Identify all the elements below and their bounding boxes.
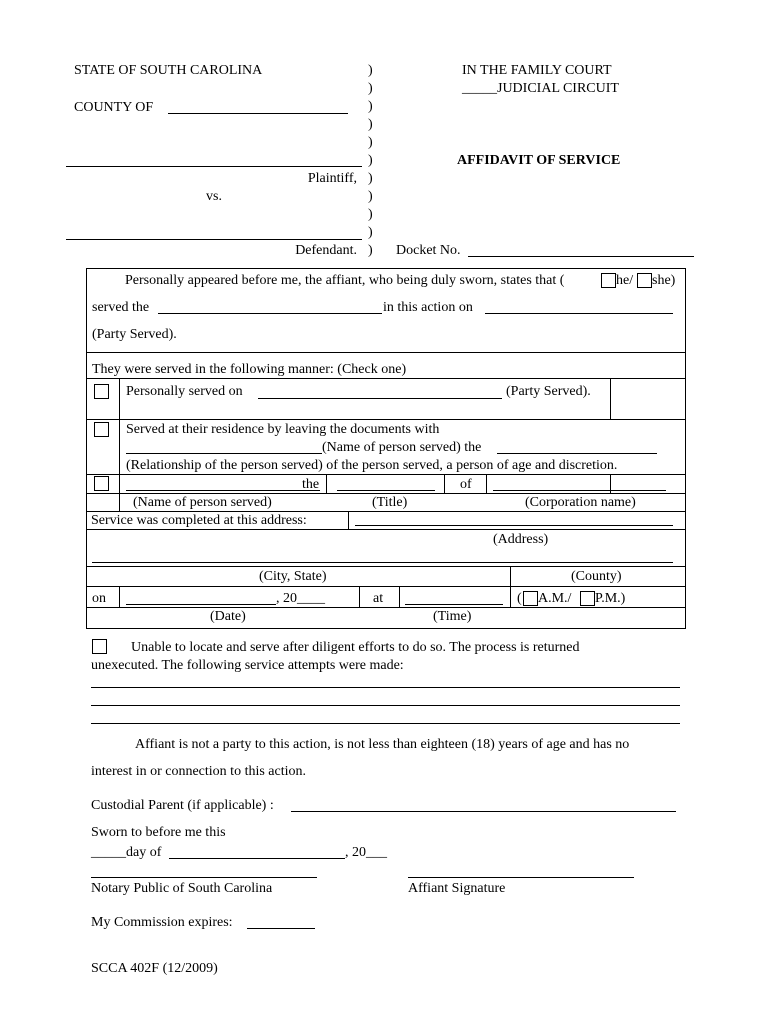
title-caption: (Title) xyxy=(372,495,408,510)
served-date-field[interactable] xyxy=(485,313,673,314)
am-checkbox[interactable] xyxy=(523,591,538,606)
name-caption: (Name of person served) xyxy=(133,495,272,510)
served-the-label: served the xyxy=(92,300,150,315)
commission-label: My Commission expires: xyxy=(91,915,233,930)
plaintiff-field[interactable] xyxy=(66,166,362,167)
corporation-checkbox[interactable] xyxy=(94,476,109,491)
in-action-label: in this action on xyxy=(383,300,473,315)
affiant-signature-label: Affiant Signature xyxy=(408,881,506,896)
am-label: A.M./ xyxy=(538,591,572,606)
residence-line-1: Served at their residence by leaving the documents with xyxy=(126,422,440,437)
county-label: COUNTY OF xyxy=(74,100,154,115)
she-label: she) xyxy=(652,273,676,288)
custodial-parent-field[interactable] xyxy=(291,811,676,812)
attempts-line-1[interactable] xyxy=(91,687,680,688)
address-caption: (Address) xyxy=(493,532,549,547)
residence-line-3: (Relationship of the person served) of the person served, a person of age and discretion. xyxy=(126,458,618,473)
attempts-line-3[interactable] xyxy=(91,723,680,724)
am-open-paren: ( xyxy=(517,591,522,606)
he-label: he/ xyxy=(616,273,634,288)
city-state-caption: (City, State) xyxy=(259,569,327,584)
service-time-field[interactable] xyxy=(405,604,503,605)
service-date-field[interactable] xyxy=(126,604,276,605)
of-label: of xyxy=(460,477,472,492)
docket-label: Docket No. xyxy=(396,243,461,258)
address-field-1[interactable] xyxy=(355,525,673,526)
docket-field[interactable] xyxy=(468,256,694,257)
commission-field[interactable] xyxy=(247,928,315,929)
defendant-field[interactable] xyxy=(66,239,362,240)
unable-line-1: Unable to locate and serve after diligent efforts to do so. The process is returned xyxy=(131,640,580,655)
form-number: SCCA 402F (12/2009) xyxy=(91,961,218,976)
party-served-caption: (Party Served). xyxy=(92,327,177,342)
statement-line-2: interest in or connection to this action. xyxy=(91,764,307,779)
personally-served-label: Personally served on xyxy=(126,384,243,399)
time-caption: (Time) xyxy=(433,609,472,624)
unable-line-2: unexecuted. The following service attempts were made: xyxy=(91,658,404,673)
date-caption: (Date) xyxy=(210,609,246,624)
sworn-line-1: Sworn to before me this xyxy=(91,825,226,840)
notary-signature-line[interactable] xyxy=(91,877,317,878)
the-label: the xyxy=(302,477,320,492)
plaintiff-label: Plaintiff, xyxy=(307,171,357,186)
notary-label: Notary Public of South Carolina xyxy=(91,881,273,896)
address-field-2[interactable] xyxy=(92,562,673,563)
sworn-day-label: _____day of xyxy=(91,845,162,860)
statement-line-1: Affiant is not a party to this action, is not less than eighteen (18) years of age and has no xyxy=(135,737,630,752)
judicial-circuit: _____JUDICIAL CIRCUIT xyxy=(462,81,619,96)
party-served-field[interactable] xyxy=(158,313,382,314)
unable-checkbox[interactable] xyxy=(92,639,107,654)
defendant-label: Defendant. xyxy=(295,243,357,258)
on-label: on xyxy=(92,591,106,606)
relationship-field[interactable] xyxy=(497,453,657,454)
pm-checkbox[interactable] xyxy=(580,591,595,606)
sworn-month-field[interactable] xyxy=(169,858,345,859)
residence-checkbox[interactable] xyxy=(94,422,109,437)
corporation-caption: (Corporation name) xyxy=(525,495,636,510)
custodial-parent-label: Custodial Parent (if applicable) : xyxy=(91,798,274,813)
pm-label: P.M.) xyxy=(595,591,626,606)
attempts-line-2[interactable] xyxy=(91,705,680,706)
year-label: , 20____ xyxy=(276,591,325,606)
affidavit-intro: Personally appeared before me, the affiant, who being duly sworn, states that ( xyxy=(125,273,565,288)
county-caption: (County) xyxy=(571,569,622,584)
manner-header: They were served in the following manner: (Check one) xyxy=(92,362,407,377)
court-name: IN THE FAMILY COURT xyxy=(462,63,612,78)
residence-line-2: (Name of person served) the xyxy=(322,440,482,455)
form-title: AFFIDAVIT OF SERVICE xyxy=(457,153,621,168)
vs-label: vs. xyxy=(206,189,222,204)
personally-served-checkbox[interactable] xyxy=(94,384,109,399)
he-checkbox[interactable] xyxy=(601,273,616,288)
at-label: at xyxy=(373,591,384,606)
corp-name-field[interactable] xyxy=(493,490,666,491)
she-checkbox[interactable] xyxy=(637,273,652,288)
sworn-year-label: , 20___ xyxy=(345,845,387,860)
county-field[interactable] xyxy=(168,113,348,114)
corp-title-field[interactable] xyxy=(337,490,435,491)
corp-person-name-field[interactable] xyxy=(126,490,320,491)
state-name: STATE OF SOUTH CAROLINA xyxy=(74,63,263,78)
personally-served-field[interactable] xyxy=(258,398,502,399)
address-label: Service was completed at this address: xyxy=(91,513,307,528)
personally-party-caption: (Party Served). xyxy=(506,384,591,399)
residence-name-field[interactable] xyxy=(126,453,322,454)
affiant-signature-line[interactable] xyxy=(408,877,634,878)
